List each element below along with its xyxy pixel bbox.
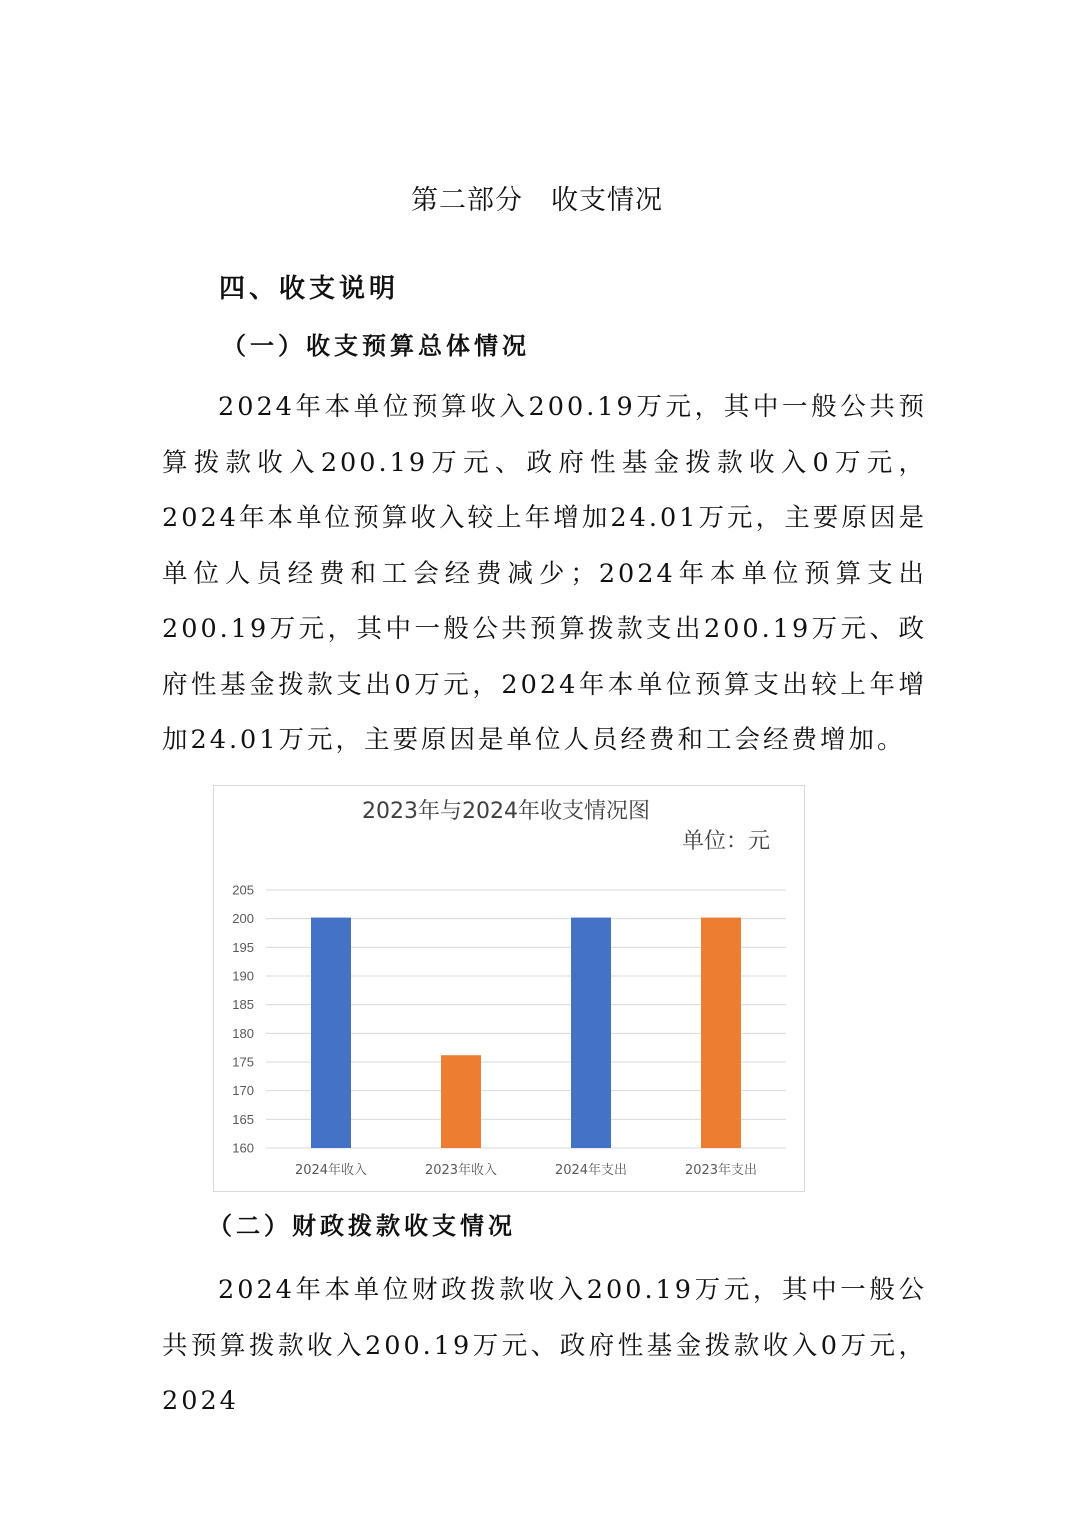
y-tick-label: 175: [232, 1054, 254, 1070]
subsection-heading-1: （一）收支预算总体情况: [222, 331, 530, 360]
chart-title: 2023年与2024年收支情况图: [362, 799, 650, 824]
y-tick-label: 195: [232, 939, 254, 955]
bar-4: [701, 918, 741, 1148]
y-tick-label: 185: [232, 997, 254, 1013]
y-tick-label: 180: [232, 1025, 254, 1041]
bar-3: [571, 918, 611, 1148]
section-heading: 四、收支说明: [219, 274, 400, 304]
y-tick-label: 165: [232, 1111, 254, 1127]
bar-chart: [213, 785, 805, 1192]
bar-2: [441, 1055, 481, 1148]
y-tick-label: 170: [232, 1083, 254, 1099]
bars: [311, 918, 741, 1148]
subsection-heading-2: （二）财政拨款收支情况: [208, 1211, 516, 1240]
y-tick-label: 205: [232, 882, 254, 898]
y-axis-ticks: [232, 883, 254, 1156]
y-tick-label: 190: [232, 968, 254, 984]
x-category-label: 2023年收入: [424, 1163, 498, 1178]
x-category-label: 2023年支出: [684, 1163, 758, 1178]
page-title: 第二部分 收支情况: [411, 185, 663, 216]
paragraph-fiscal-appropriation: 2024年本单位财政拨款收入200.19万元，其中一般公共预算拨款收入200.19万元、政府性基金拨款收入0万元，2024: [162, 1275, 927, 1416]
chart-svg: [214, 786, 806, 1193]
chart-unit-label: 单位：元: [681, 829, 770, 854]
x-category-label: 2024年收入: [294, 1163, 368, 1178]
paragraph-budget-overview: 2024年本单位预算收入200.19万元，其中一般公共预算拨款收入200.19万元、政府性基金拨款收入0万元，2024年本单位预算收入较上年增加24.01万元，主要原因是单位人员经费和工会经费减少；2024年本单位预算支出200.19万元，其中一般公共预算拨款支出200.19万元、政府性基金拨款支出0万元，2024年本单位预算支出较上年增加24.01万元，主要原因是单位人员经费和工会经费增加。: [162, 392, 927, 755]
bar-1: [311, 918, 351, 1148]
x-axis-labels: [295, 1162, 757, 1178]
y-tick-label: 200: [232, 911, 254, 927]
y-tick-label: 160: [232, 1140, 254, 1156]
x-category-label: 2024年支出: [554, 1163, 628, 1178]
